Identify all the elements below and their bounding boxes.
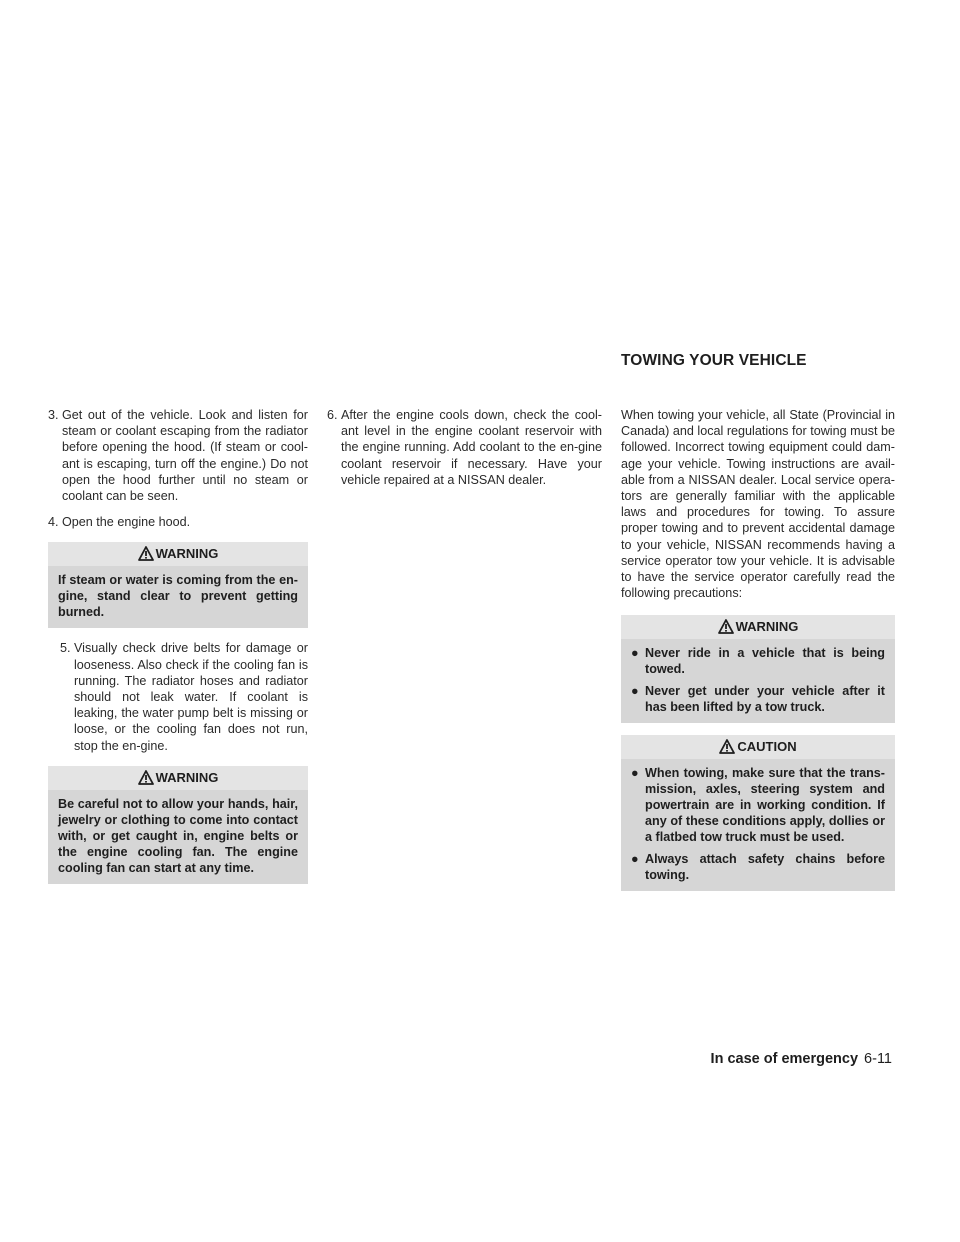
section-title: TOWING YOUR VEHICLE (621, 352, 807, 369)
left-column (48, 407, 308, 896)
step-3: 3. Get out of the vehicle. Look and listen for steam or coolant escaping from the radiator before opening the hood. (If steam or cool-ant is escaping, turn off the engine.) Do not open the hood further until no steam or coolant can be seen. (48, 408, 308, 504)
middle-column (327, 407, 602, 498)
caution-list (621, 759, 895, 891)
list-item: ● Never ride in a vehicle that is being towed. (631, 646, 885, 677)
warning-triangle-icon (719, 739, 735, 754)
page-number: 6-11 (864, 1051, 892, 1067)
warning-list (621, 639, 895, 723)
towing-intro: When towing your vehicle, all State (Provincial in Canada) and local regulations for towing must be followed. Incorrect towing equipment could dam-age your vehicle. Towing instructions are avail-able from a NISSAN dealer. Local service opera-tors are generally familiar with the applicable laws and procedures for towing. To assure proper towing and to prevent accidental damage to your vehicle, NISSAN recommends having a service operator tow your vehicle. It is advisable to have the service operator carefully read the following precautions: (621, 408, 895, 601)
bullet-dot-icon: ● (631, 646, 639, 661)
warning-box-steam (48, 542, 308, 628)
bullet-dot-icon: ● (631, 766, 639, 781)
bullet-dot-icon: ● (631, 852, 639, 867)
bullet-dot-icon: ● (631, 684, 639, 699)
right-column (621, 407, 895, 903)
list-item: ● Never get under your vehicle after it has been lifted by a tow truck. (631, 684, 885, 715)
warning-header: WARNING (48, 542, 308, 566)
warning-header: WARNING (48, 766, 308, 790)
page-footer (711, 1051, 892, 1067)
warning-triangle-icon (718, 619, 734, 634)
caution-header: CAUTION (621, 735, 895, 759)
warning-text: Be careful not to allow your hands, hair, jewelry or clothing to come into contact with, or get caught in, engine belts or the engine cooling fan. The engine cooling fan can start at any time. (58, 796, 298, 875)
step-4: 4. Open the engine hood. (48, 515, 191, 530)
warning-text: If steam or water is coming from the en-gine, stand clear to prevent getting burned. (58, 573, 298, 620)
warning-triangle-icon (138, 770, 154, 785)
list-item: ● Always attach safety chains before towing. (631, 852, 885, 883)
step-5: 5. Visually check drive belts for damage or looseness. Also check if the cooling fan is running. The radiator hoses and radiator should not leak water. If coolant is leaking, the water pump belt is missing or loose, or the cooling fan does not run, stop the en-gine. (60, 641, 308, 753)
warning-triangle-icon (138, 546, 154, 561)
list-item: ● When towing, make sure that the trans-mission, axles, steering system and powertrain are in working condition. If any of these conditions apply, dollies or a flatbed tow truck must be used. (631, 766, 885, 845)
chapter-name: In case of emergency (710, 1051, 859, 1067)
warning-header: WARNING (621, 615, 895, 639)
step-6: 6. After the engine cools down, check the cool-ant level in the engine coolant reservoir with the engine running. Add coolant to the en-gine coolant reservoir if necessary. Have your vehicle repaired at a NISSAN dealer. (327, 408, 602, 487)
caution-box-towing (621, 735, 895, 891)
warning-box-fan (48, 766, 308, 884)
warning-box-towing (621, 615, 895, 723)
